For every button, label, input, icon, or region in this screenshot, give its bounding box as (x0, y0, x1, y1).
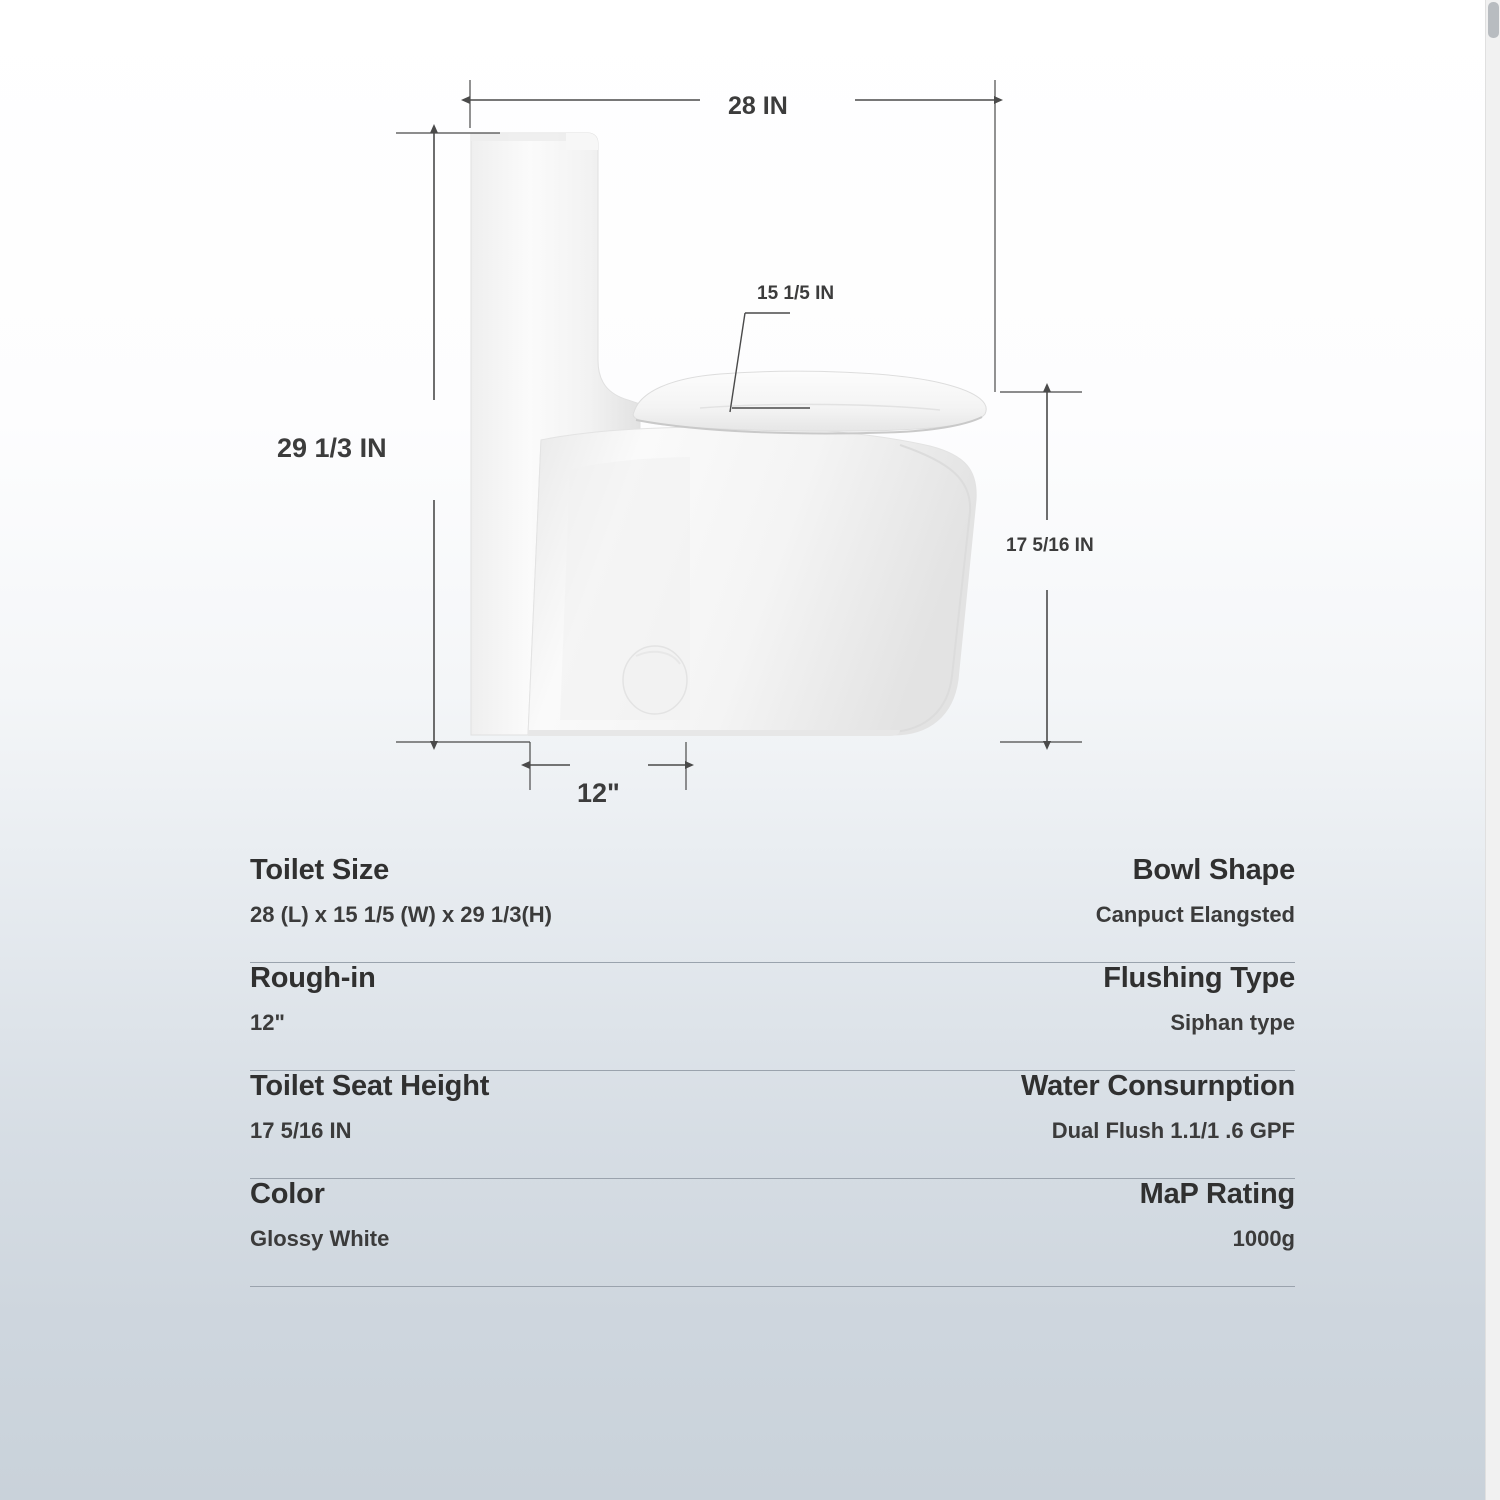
dimension-label-seat-height: 17 5/16 IN (1006, 535, 1094, 556)
dimension-label-seat-width: 15 1/5 IN (757, 283, 835, 304)
scrollbar-thumb[interactable] (1488, 2, 1499, 38)
table-row (250, 855, 1295, 963)
spec-value: 12" (250, 1009, 285, 1035)
spec-cell-toilet-seat-height (250, 1071, 489, 1143)
spec-title: Water Consurnption (1020, 1070, 1295, 1102)
table-row (250, 1071, 1295, 1179)
spec-cell-flushing-type (1103, 963, 1295, 1035)
spec-title: Toilet Seat Height (250, 1070, 490, 1102)
dimension-label-rough-in: 12" (577, 778, 620, 808)
spec-title: Toilet Size (250, 854, 390, 886)
spec-value: 17 5/16 IN (250, 1117, 352, 1143)
spec-cell-color (250, 1179, 389, 1251)
spec-value: Canpuct Elangsted (1095, 901, 1295, 927)
spec-cell-map-rating (1140, 1179, 1295, 1251)
spec-cell-bowl-shape (1096, 855, 1295, 927)
table-row (250, 963, 1295, 1071)
spec-value: Glossy White (250, 1225, 390, 1251)
toilet-illustration (471, 133, 986, 736)
spec-title: Flushing Type (1103, 962, 1295, 994)
spec-cell-water-consumption (1021, 1071, 1295, 1143)
spec-value: Siphan type (1170, 1009, 1295, 1035)
table-row (250, 1179, 1295, 1287)
spec-cell-rough-in (250, 963, 376, 1035)
spec-value: Dual Flush 1.1/1 .6 GPF (1051, 1117, 1295, 1143)
dimension-label-overall-length: 28 IN (728, 92, 788, 120)
dimension-label-overall-height: 29 1/3 IN (277, 433, 387, 463)
spec-value: 28 (L) x 15 1/5 (W) x 29 1/3(H) (250, 901, 552, 927)
spec-title: Color (250, 1178, 325, 1210)
spec-value: 1000g (1232, 1225, 1295, 1251)
spec-title: MaP Rating (1139, 1178, 1295, 1210)
spec-title: Rough-in (250, 962, 376, 994)
spec-title: Bowl Shape (1132, 854, 1295, 886)
page-scrollbar[interactable] (1485, 0, 1500, 1500)
spec-cell-toilet-size (250, 855, 552, 927)
specification-table (250, 855, 1295, 1287)
